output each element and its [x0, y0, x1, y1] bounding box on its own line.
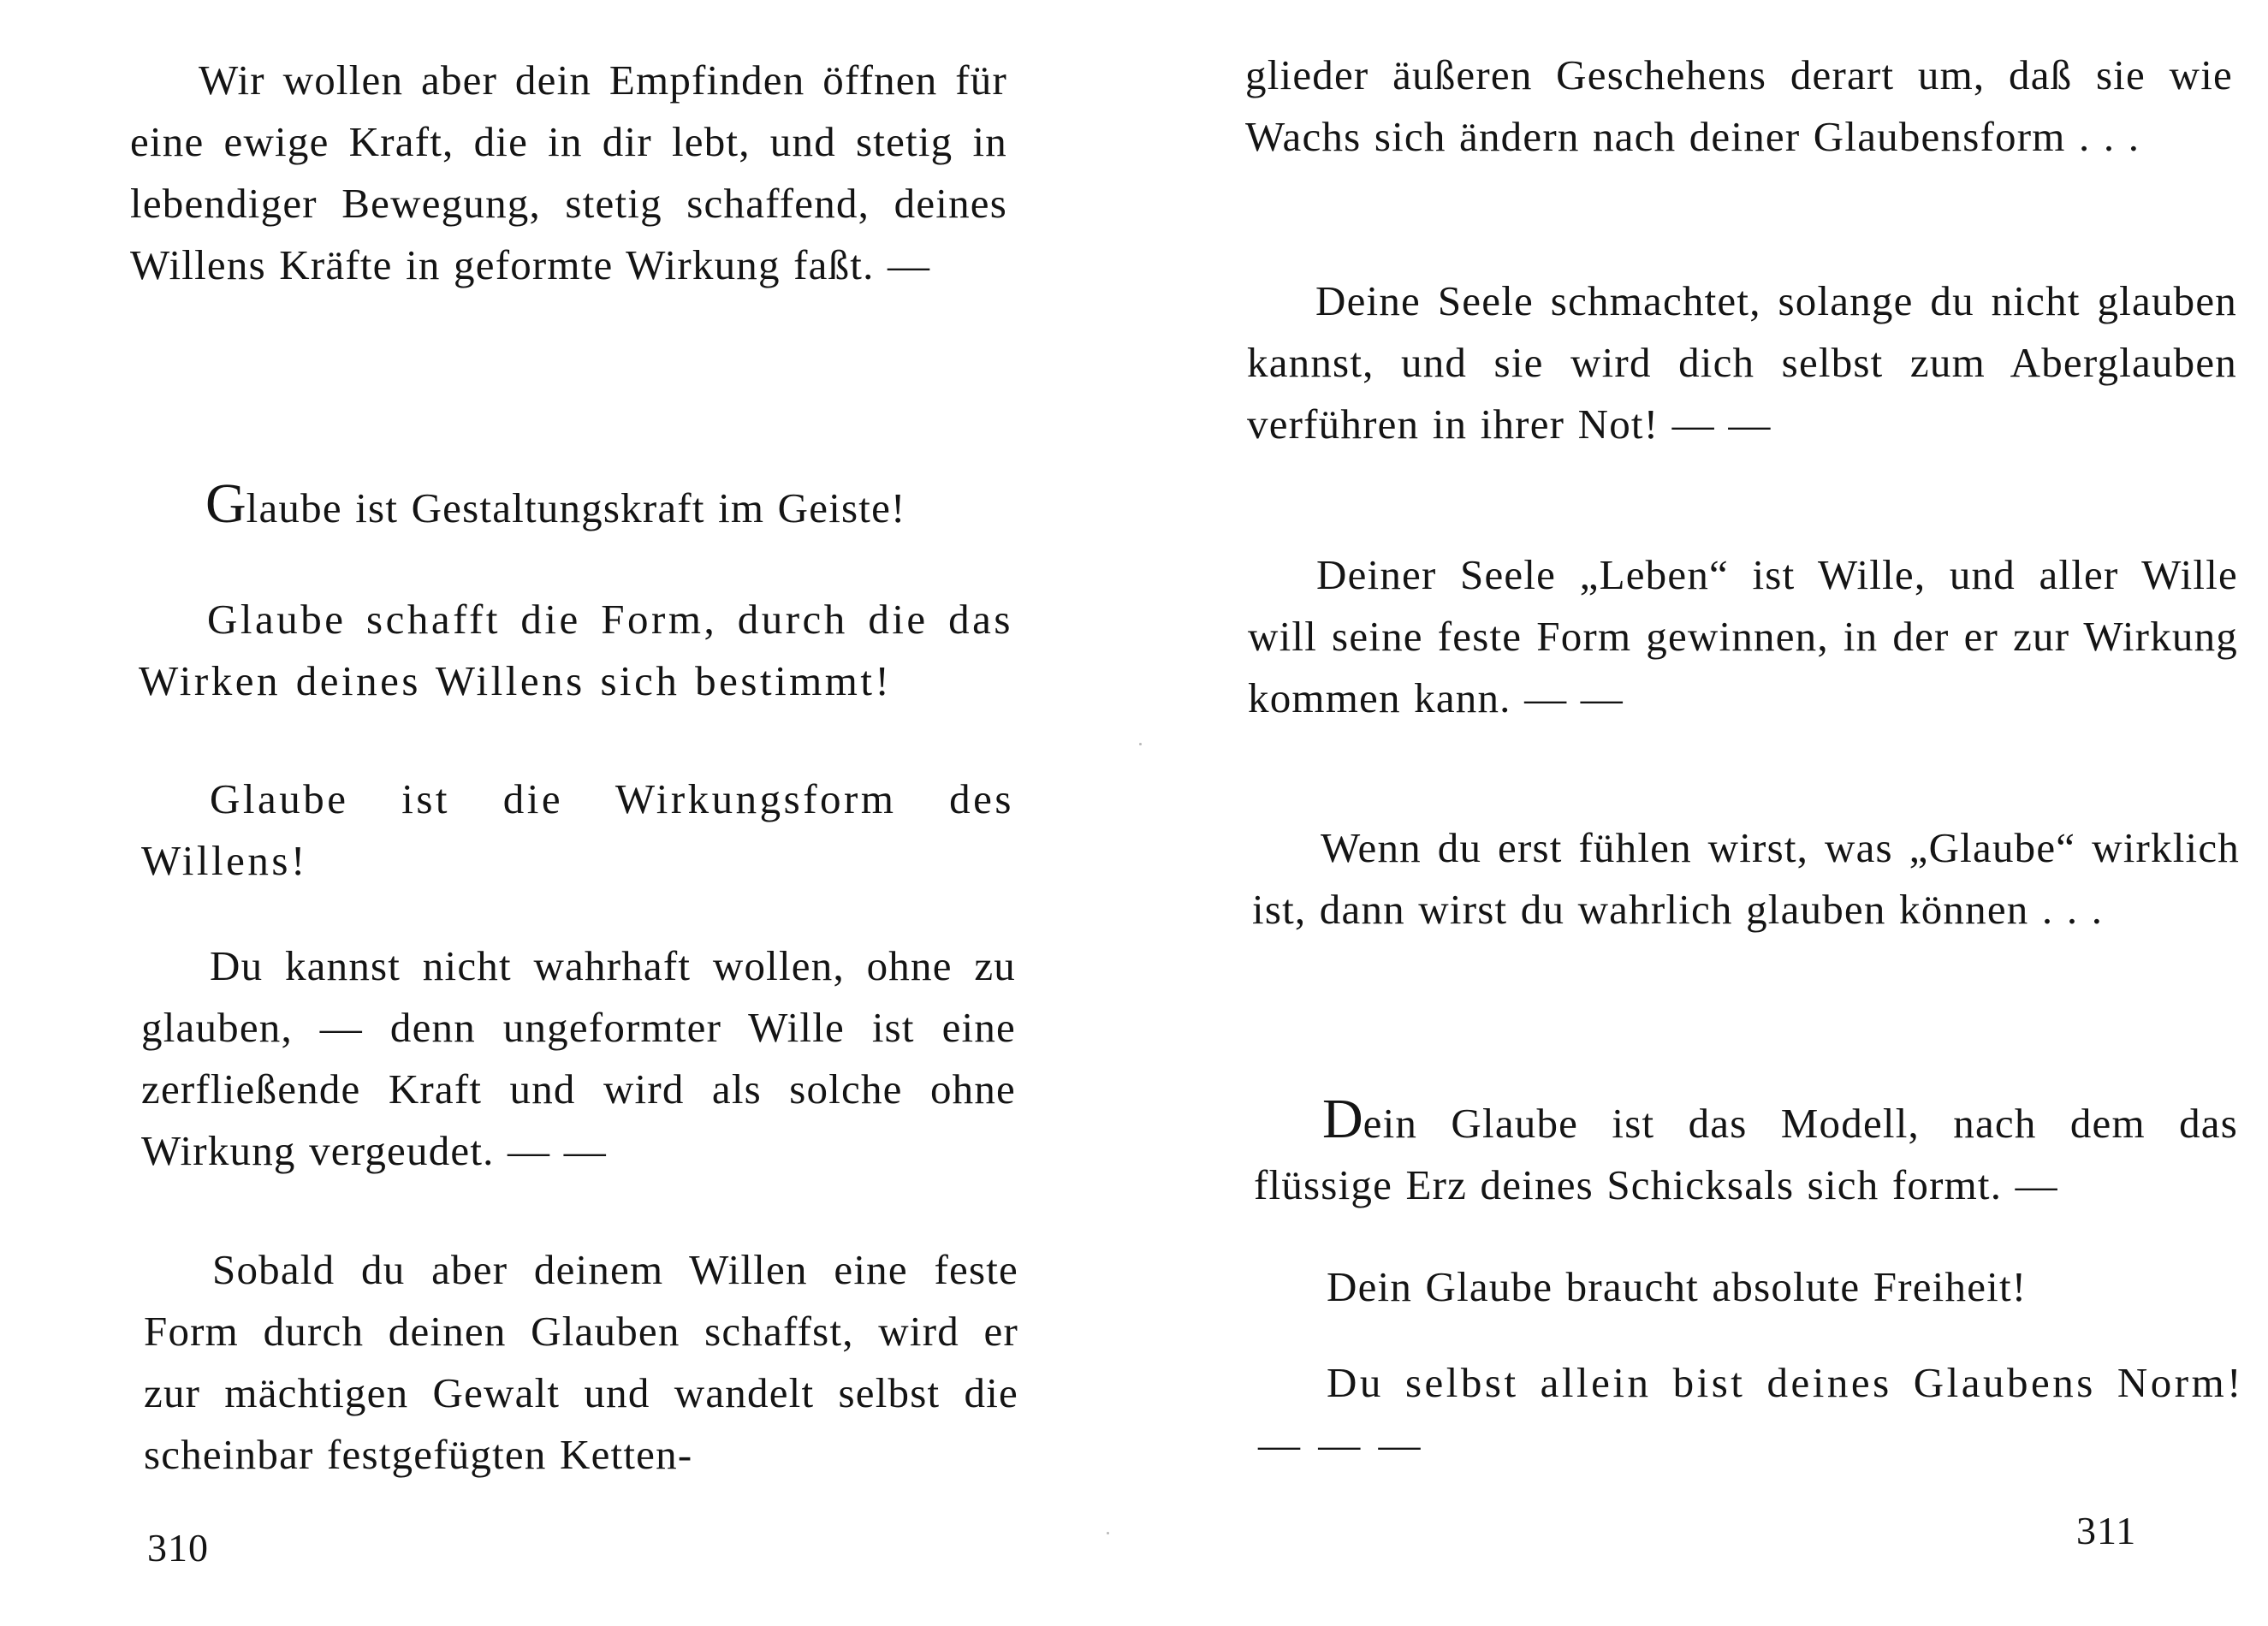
left-heading-initial: G — [205, 472, 246, 535]
scan-speck — [1107, 1532, 1109, 1534]
left-heading-text: laube ist Gestaltungskraft im Geiste! — [246, 484, 906, 531]
right-paragraph-4: Wenn du erst fühlen wirst, was „Glaube“ wirklich ist, dann wirst du wahrlich glauben können . . . — [1252, 824, 2240, 933]
left-paragraph-4: Du kannst nicht wahrhaft wollen, ohne zu glauben, — denn ungeformter Wille ist eine zerfließende Kraft und wird als solche ohne Wirkung vergeudet. — — — [141, 942, 1016, 1174]
left-paragraph-2: Glaube schafft die Form, durch die das Wirken deines Willens sich bestimmt! — [139, 596, 1013, 704]
right-paragraph-2: Deine Seele schmachtet, solange du nicht glauben kannst, und sie wird dich selbst zum Aberglauben verführen in ihrer Not! — — — [1247, 277, 2237, 448]
left-paragraph-5: Sobald du aber deinem Willen eine feste Form durch deinen Glauben schaffst, wird er zur mächtigen Gewalt und wandelt selbst die scheinbar festgefügten Ketten- — [144, 1246, 1018, 1478]
right-dropcap-paragraph — [1254, 1088, 2238, 1216]
right-page-number: 311 — [2076, 1509, 2137, 1552]
scan-speck — [1139, 743, 1142, 745]
right-page — [1134, 0, 2268, 1626]
right-dropcap-initial: D — [1322, 1088, 1363, 1150]
right-paragraph-6: Du selbst allein bist deines Glaubens Norm! — — — — [1258, 1359, 2244, 1468]
right-paragraph-1: glieder äußeren Geschehens derart um, daß sie wie Wachs sich ändern nach deiner Glaubensform . . . — [1245, 51, 2233, 160]
right-paragraph-5: Dein Glaube braucht absolute Freiheit! — [1327, 1263, 2028, 1310]
right-dropcap-text: ein Glaube ist das Modell, nach dem das flüssige Erz deines Schicksals sich formt. — — [1254, 1100, 2238, 1208]
left-paragraph-1: Wir wollen aber dein Empfinden öffnen für eine ewige Kraft, die in dir lebt, und stetig in lebendiger Bewegung, stetig schaffend, deines Willens Kräfte in geformte Wirkung faßt. — — [130, 56, 1007, 288]
left-paragraph-3: Glaube ist die Wirkungsform des Willens! — [141, 775, 1014, 884]
left-heading — [205, 472, 1061, 539]
right-paragraph-3: Deiner Seele „Leben“ ist Wille, und aller Wille will seine feste Form gewinnen, in der er zur Wirkung kommen kann. — — — [1248, 551, 2238, 721]
left-page-number: 310 — [147, 1526, 209, 1570]
